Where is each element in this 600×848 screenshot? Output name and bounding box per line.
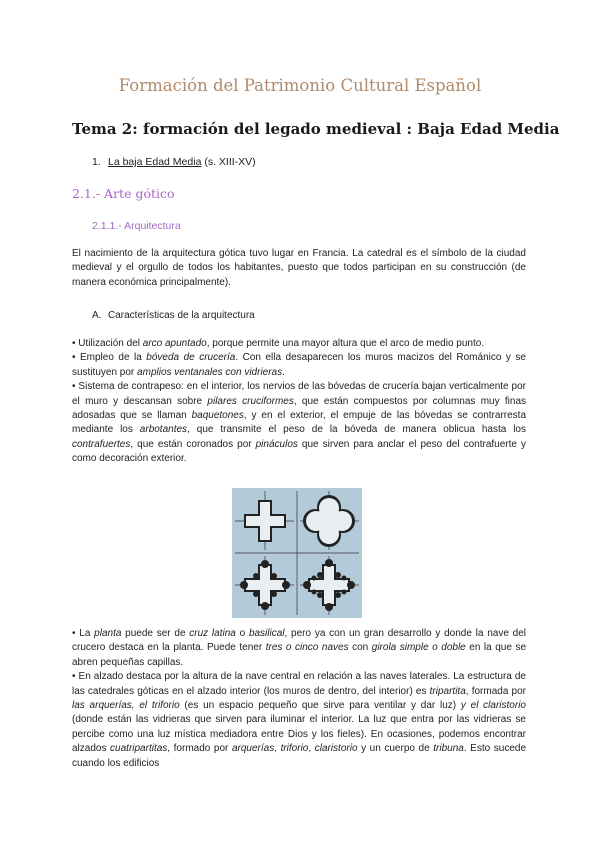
list-number: 1. [92,156,101,168]
pillar-plans-icon [232,488,362,618]
pillar-cross-section-figure [232,488,362,618]
lettered-list-item [92,310,255,321]
bullets-block-2: • La planta puede ser de cruz latina o basilical, pero ya con un gran desarrollo y donde la nave del crucero destaca en la planta. Puede tener tres o cinco naves con girola simple o doble en la que se abren pequeñas capillas. • En alzado destaca por la altura de la nave central en relación a las naves laterales. La estructura de las catedrales góticas en el alzado interior (los muros de dentro, del interior) es tripartita, formada por las arquerías, el triforio (es un espacio pequeño que sirve para ventilar y dar luz) y el claristorio (donde están las vidrieras que sirven para iluminar el interior. La luz que entra por las vidrieras se percibe como una luz mística mediadora entre Dios y los fieles). En ocasiones, podemos encontrar alzados cuatripartitas, formado por arquerías, triforio, claristorio y un cuerpo de tribuna. Esto sucede cuando los edificios [72,628,527,769]
bullets-block-1: • Utilización del arco apuntado, porque permite una mayor altura que el arco de medio punto. • Empleo de la bóveda de crucería. Con ella desaparecen los muros macizos del Románico y se sustituyen por amplios ventanales con vidrieras. • Sistema de contrapeso: en el interior, los nervios de las bóvedas de crucería bajan verticalmente por el muro y descansan sobre pilares cruciformes, que están compuestos por columnas muy finas adosadas que se llaman baquetones, y en el exterior, el empuje de las bóvedas se contrarresta mediante los arbotantes, que transmite el peso de la bóveda de manera oblicua hasta los contrafuertes, que están coronados por pináculos que sirven para anclar el peso del contrafuerte y como decoración exterior. [72,338,527,465]
numbered-list-item [92,156,256,168]
list-letter: A. [92,310,102,321]
list-item-suffix: (s. XIII-XV) [201,156,256,168]
subsection-heading: 2.1.1.- Arquitectura [92,220,181,232]
document-title: Formación del Patrimonio Cultural Español [118,76,482,95]
intro-paragraph: El nacimiento de la arquitectura gótica tuvo lugar en Francia. La catedral es el símbolo de la ciudad medieval y el orgullo de todos los habitantes, puesto que todos participan en su construcción (de manera económica principalmente). [72,248,526,288]
section-heading: 2.1.- Arte gótico [72,186,175,201]
baja-edad-media-link[interactable]: La baja Edad Media [108,156,202,168]
tema-heading: Tema 2: formación del legado medieval : Baja Edad Media [72,120,560,138]
list-item-text: Características de la arquitectura [108,310,255,321]
